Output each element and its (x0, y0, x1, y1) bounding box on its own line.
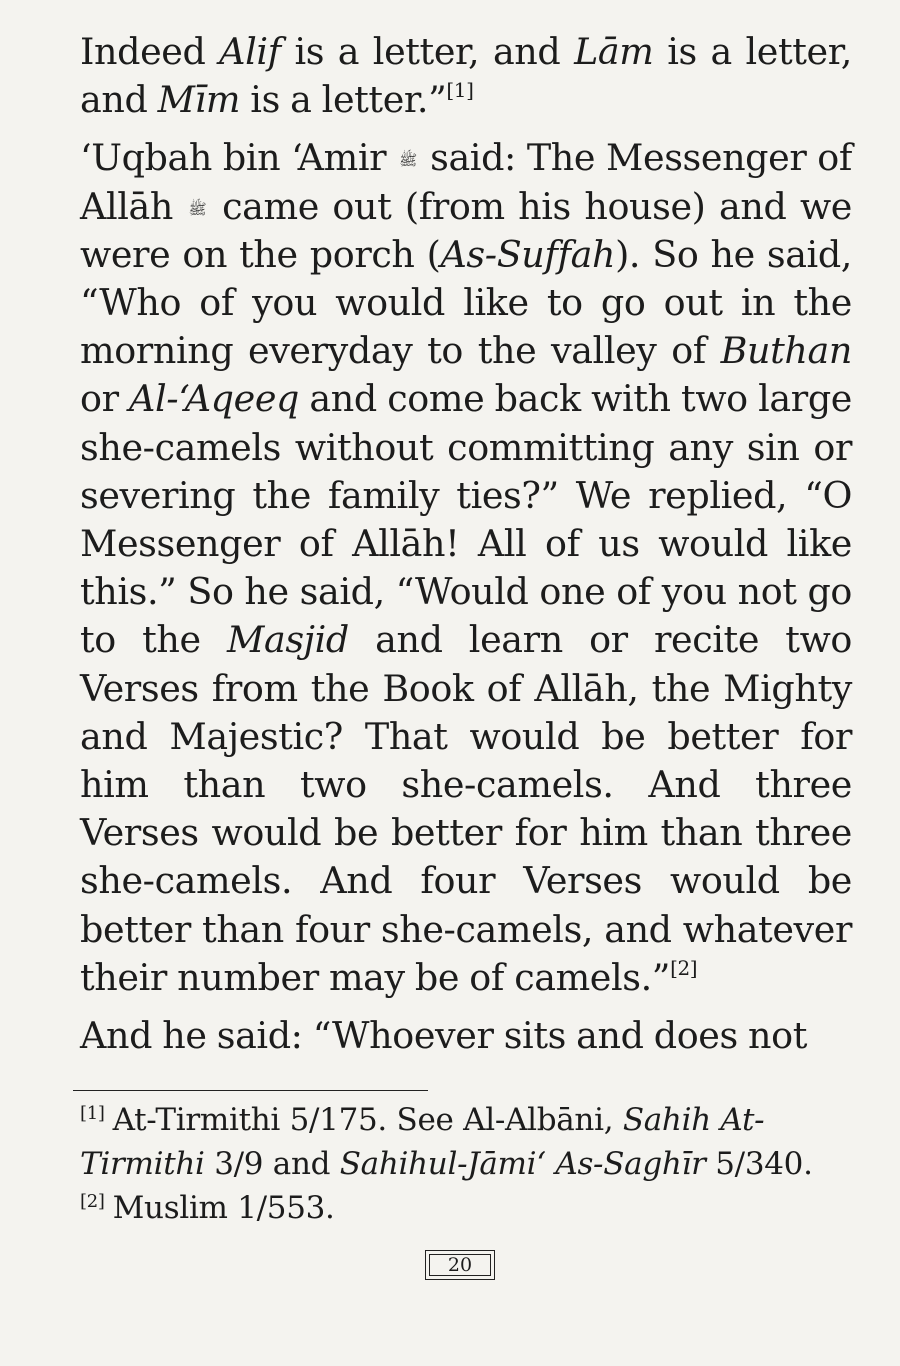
italic-term: Sahihul-Jāmi‘ As-Saghīr (339, 1146, 706, 1182)
text-run: said: The Messenger of Allāh (80, 136, 852, 228)
text-run: Indeed (80, 30, 220, 73)
italic-term: Alif (219, 30, 281, 73)
footnote-2 (80, 1186, 852, 1230)
italic-term: Buthan (720, 329, 852, 373)
page-number: 20 (429, 1254, 491, 1276)
footnote-number: [1] (80, 1102, 105, 1124)
italic-term: Masjid (226, 618, 349, 662)
italic-term: Sahih At-Tirmithi (80, 1102, 765, 1182)
text-run: is a letter, and (80, 30, 852, 122)
text-run: And he said: “Whoever sits and does not (80, 1014, 807, 1058)
text-run: came out (from his house) and we were on the porch ( (80, 184, 852, 276)
text-run: and learn or recite two Verses from the Book of Allāh, the Mighty and Majestic? That would be better for him than two she-camels. And three Verses would be better for him than three she-camels. And four Verses would be better than four she-camels, and whatever their number may be of camels.” (80, 618, 852, 999)
text-run: ‘Uqbah bin ‘Amir (80, 136, 387, 180)
text-run: is a letter, and (280, 30, 575, 73)
text-run: or (80, 377, 130, 421)
footnote-number: [2] (80, 1190, 105, 1212)
paragraph-3 (80, 1012, 852, 1060)
text-run: At-Tirmithi 5/175. See Al-Albāni, (112, 1102, 623, 1138)
text-run: ). So he said, “Who of you would like to go out in the morning everyday to the valley of (80, 232, 853, 373)
text-run: 5/340. (705, 1146, 813, 1182)
italic-term: Lām (574, 30, 654, 73)
text-run: and come back with two large she-camels without committing any sin or severing the family ties?” We replied, “O Messenger of Allāh! All of us would like this.” So he said, “Would one of you not go to the (80, 377, 852, 662)
footnotes (80, 1098, 852, 1230)
footnote-ref-2[interactable]: [2] (670, 955, 698, 980)
footnote-divider (73, 1090, 428, 1091)
italic-term: Al-‘Aqeeq (129, 377, 299, 421)
text-run: 3/9 and (204, 1146, 340, 1182)
paragraph-1 (80, 28, 852, 124)
italic-term: As-Suffah (440, 232, 616, 276)
honorific-glyph: ﷺ (188, 199, 207, 218)
text-run: is a letter.” (240, 78, 447, 122)
page-number-box (425, 1250, 495, 1280)
honorific-glyph: ﷺ (399, 151, 418, 170)
footnote-1 (80, 1098, 852, 1186)
italic-term: Mīm (157, 78, 241, 122)
footnote-ref-1[interactable]: [1] (446, 78, 474, 103)
main-text (80, 28, 852, 1070)
paragraph-2 (80, 134, 852, 1002)
text-run: Muslim 1/553. (112, 1190, 335, 1226)
